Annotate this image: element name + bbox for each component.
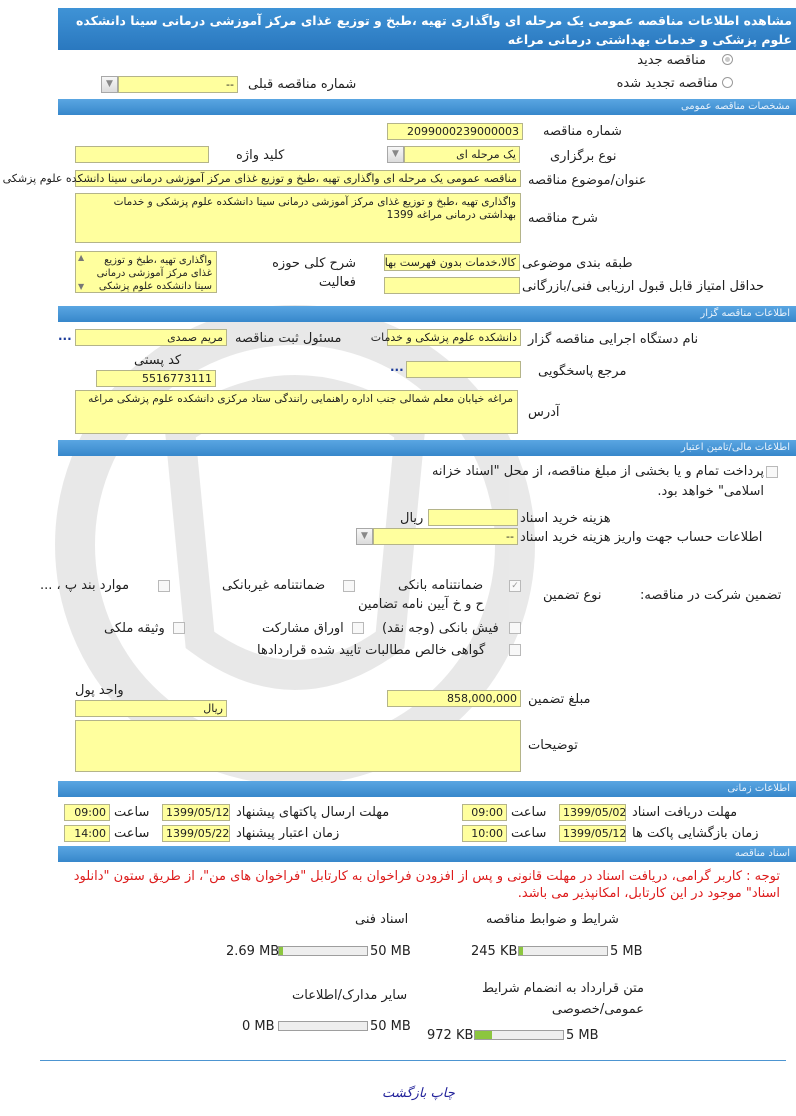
chevron-down-icon[interactable]: ▼ — [356, 528, 373, 545]
nonbank-guarantee-label: ضمانتنامه غیربانکی — [222, 578, 326, 593]
file-max-size: 50 MB — [370, 1019, 411, 1034]
prev-tender-label: شماره مناقصه قبلی — [248, 77, 357, 92]
opening-date-field: 1399/05/12 — [559, 825, 626, 842]
doc-receive-label: مهلت دریافت اسناد — [632, 805, 738, 820]
validity-label: زمان اعتبار پیشنهاد — [236, 826, 340, 841]
claims-checkbox[interactable] — [509, 644, 521, 656]
doc-fee-label: هزینه خرید اسناد — [520, 511, 611, 526]
subject-label: عنوان/موضوع مناقصه — [528, 173, 647, 188]
description-field: واگذاری تهیه ،طبخ و توزیع غذای مرکز آموزشی درمانی سینا دانشکده علوم پزشکی و خدمات بهداشتی درمانی مراغه 1399 — [75, 193, 521, 243]
keyword-label: کلید واژه — [236, 148, 285, 163]
file-size: 0 MB — [242, 1019, 275, 1034]
organizer-name-field: دانشکده علوم پزشکی و خدمات — [387, 329, 521, 346]
submit-time-field: 09:00 — [64, 804, 110, 821]
account-label: اطلاعات حساب جهت واریز هزینه خرید اسناد — [520, 530, 763, 545]
validity-time-label: ساعت — [114, 826, 150, 841]
items-label: موارد بند پ ، ... — [40, 578, 130, 593]
min-score-field — [384, 277, 520, 294]
doc-receive-time-field: 09:00 — [462, 804, 507, 821]
prev-tender-select[interactable]: -- — [118, 76, 238, 93]
bank-receipt-label: فیش بانکی (وجه نقد) — [382, 621, 499, 636]
address-label: آدرس — [528, 405, 560, 420]
bonds-checkbox[interactable] — [352, 622, 364, 634]
currency-field: ریال — [75, 700, 227, 717]
activity-scope-label: شرح کلی حوزه فعالیت — [272, 256, 356, 290]
footer-divider — [40, 1060, 786, 1061]
print-back-link[interactable]: چاپ بازگشت — [382, 1086, 455, 1101]
opening-time-label: زمان بازگشایی پاکت ها — [632, 826, 759, 841]
notes-field — [75, 720, 521, 772]
file-progress-fill — [279, 947, 283, 955]
bank-receipt-checkbox[interactable] — [509, 622, 521, 634]
guarantee-amount-field: 858,000,000 — [387, 690, 521, 707]
new-tender-radio[interactable] — [722, 54, 733, 65]
reference-field — [406, 361, 521, 378]
renewed-tender-label: مناقصه تجدید شده — [616, 76, 718, 91]
account-select[interactable]: -- — [373, 528, 518, 545]
address-field: مراغه خیابان معلم شمالی جنب اداره راهنمایی رانندگی ستاد مرکزی دانشکده علوم پزشکی مراغه — [75, 390, 518, 434]
file-max-size: 5 MB — [610, 944, 643, 959]
organizer-section-header: اطلاعات مناقصه گزار — [58, 306, 796, 322]
tender-number-field: 2099000239000003 — [387, 123, 523, 140]
validity-date-field: 1399/05/22 — [162, 825, 230, 842]
bonds-label: اوراق مشارکت — [262, 621, 344, 636]
opening-hour-label: ساعت — [511, 826, 547, 841]
documents-notice: توجه : کاربر گرامی، دریافت اسناد در مهلت قانونی و پس از افزودن فراخوان به کارتابل "فراخوان های من"، از طریق ستون "دانلود اسناد" موجود در این کارتابل، امکانپذیر می باشد. — [73, 869, 780, 901]
notes-label: توضیحات — [528, 738, 578, 753]
registrar-more-link[interactable]: ... — [58, 329, 72, 343]
tender-number-label: شماره مناقصه — [543, 124, 622, 139]
file-progress-bar — [518, 946, 608, 956]
renewed-tender-radio[interactable] — [722, 77, 733, 88]
items-checkbox[interactable] — [158, 580, 170, 592]
nonbank-guarantee-checkbox[interactable] — [343, 580, 355, 592]
reference-label: مرجع پاسخگویی — [538, 364, 627, 379]
file-max-size: 50 MB — [370, 944, 411, 959]
reference-more-link[interactable]: ... — [390, 360, 404, 374]
timing-section-header: اطلاعات زمانی — [58, 781, 796, 797]
property-checkbox[interactable] — [173, 622, 185, 634]
guarantee-type-label: نوع تضمین — [543, 588, 602, 603]
documents-section-header: اسناد مناقصه — [58, 846, 796, 862]
file-progress-bar — [278, 1021, 368, 1031]
finance-section-header: اطلاعات مالی/تامین اعتبار — [58, 440, 796, 456]
treasury-checkbox[interactable] — [766, 466, 778, 478]
bank-guarantee-label: ضمانتنامه بانکی — [398, 578, 484, 593]
file-title: متن قرارداد به انضمام شرایط عمومی/خصوصی — [481, 981, 644, 1017]
treasury-text: پرداخت تمام و یا بخشی از مبلغ مناقصه، از محل "اسناد خزانه اسلامی" خواهد بود. — [431, 464, 764, 499]
organizer-name-label: نام دستگاه اجرایی مناقصه گزار — [528, 332, 699, 347]
category-label: طبقه بندی موضوعی — [522, 256, 633, 271]
opening-time-field: 10:00 — [462, 825, 507, 842]
currency-label: واحد پول — [75, 683, 124, 698]
description-label: شرح مناقصه — [528, 211, 598, 226]
doc-fee-unit: ریال — [400, 511, 424, 526]
property-label: وثیقه ملکی — [104, 621, 165, 636]
category-field: کالا،خدمات بدون فهرست بها — [384, 254, 520, 271]
doc-receive-time-label: ساعت — [511, 805, 547, 820]
file-progress-bar — [278, 946, 368, 956]
submit-deadline-label: مهلت ارسال پاکتهای پیشنهاد — [236, 805, 390, 820]
file-progress-fill — [519, 947, 523, 955]
holding-type-label: نوع برگزاری — [550, 149, 617, 164]
guarantee-label: تضمین شرکت در مناقصه: — [640, 588, 782, 603]
new-tender-label: مناقصه جدید — [637, 53, 706, 68]
claims-label: گواهی خالص مطالبات تایید شده قراردادها — [257, 643, 486, 658]
registrar-label: مسئول ثبت مناقصه — [235, 331, 342, 346]
file-size: 2.69 MB — [226, 944, 280, 959]
validity-time-field: 14:00 — [64, 825, 110, 842]
guarantee-amount-label: مبلغ تضمین — [528, 692, 591, 707]
page-title: مشاهده اطلاعات مناقصه عمومی یک مرحله ای واگذاری تهیه ،طبخ و توزیع غذای مرکز آموزشی درمانی سینا دانشکده علوم پزشکی و خدمات بهداشتی درمانی مراغه — [58, 8, 796, 50]
postal-code-label: کد پستی — [134, 353, 182, 368]
file-max-size: 5 MB — [566, 1028, 599, 1043]
subject-field: مناقصه عمومی یک مرحله ای واگذاری تهیه ،طبخ و توزیع غذای مرکز آموزشی درمانی سینا دانشکده علوم پزشکی — [75, 170, 521, 187]
file-size: 972 KB — [427, 1028, 474, 1043]
postal-code-field: 5516773111 — [96, 370, 216, 387]
activity-scope-list[interactable]: واگذاری تهیه ،طبخ و توزیع غذای مرکز آموزشی درمانی سینا دانشکده علوم پزشکی — [75, 251, 217, 293]
file-progress-fill — [475, 1031, 492, 1039]
general-section-header: مشخصات مناقصه عمومی — [58, 99, 796, 115]
doc-fee-field — [428, 509, 518, 526]
bank-guarantee-label-2: ح و خ آیین نامه تضامین — [358, 597, 484, 612]
scrollbar-down-icon[interactable]: ▼ — [78, 282, 85, 291]
chevron-down-icon[interactable]: ▼ — [387, 146, 404, 163]
submit-date-field: 1399/05/12 — [162, 804, 230, 821]
scrollbar-up-icon[interactable]: ▲ — [78, 253, 85, 262]
bank-guarantee-checkbox[interactable]: ✓ — [509, 580, 521, 592]
file-size: 245 KB — [471, 944, 518, 959]
keyword-field[interactable] — [75, 146, 209, 163]
submit-time-label: ساعت — [114, 805, 150, 820]
chevron-down-icon[interactable]: ▼ — [101, 76, 118, 93]
file-progress-bar — [474, 1030, 564, 1040]
holding-type-select[interactable]: یک مرحله ای — [404, 146, 520, 163]
file-title: سایر مدارک/اطلاعات — [292, 988, 408, 1003]
file-title: شرایط و ضوابط مناقصه — [486, 912, 619, 927]
min-score-label: حداقل امتیاز قابل قبول ارزیابی فنی/بازرگانی — [522, 279, 765, 294]
doc-receive-date-field: 1399/05/02 — [559, 804, 626, 821]
file-title: اسناد فنی — [355, 912, 409, 927]
registrar-field: مریم صمدی — [75, 329, 227, 346]
